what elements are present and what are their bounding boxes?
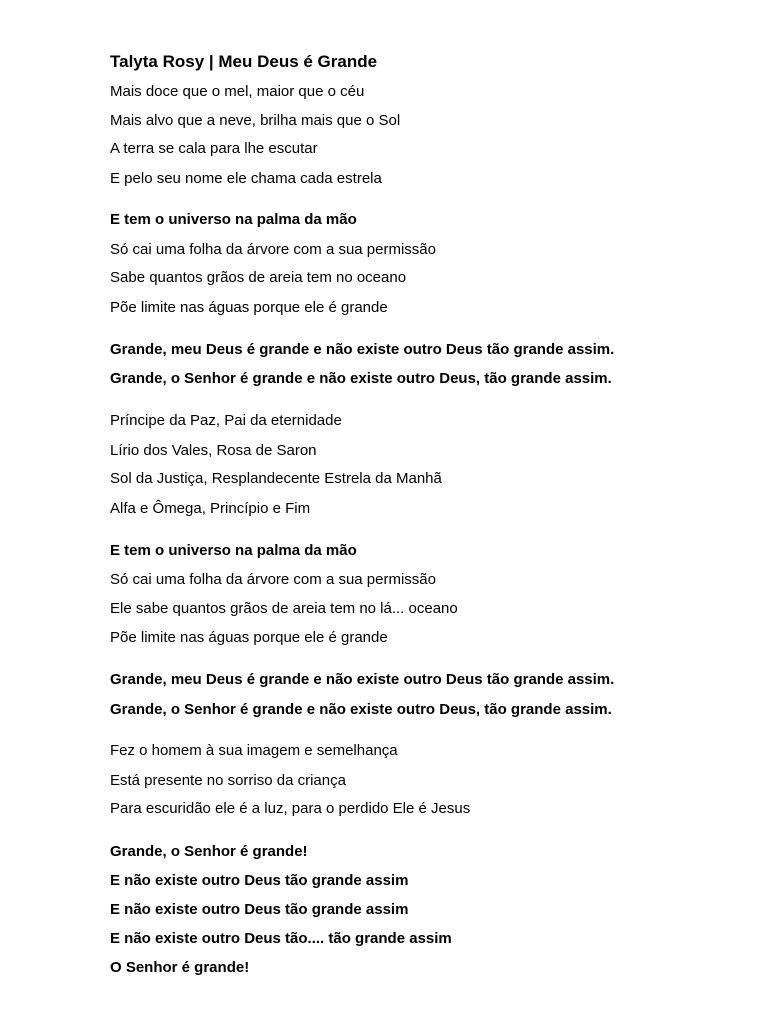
lyric-line: A terra se cala para lhe escutar xyxy=(110,140,318,157)
lyric-line: Ele sabe quantos grãos de areia tem no lá... oceano xyxy=(110,600,458,617)
lyric-line: E não existe outro Deus tão grande assim xyxy=(110,872,409,889)
lyric-line: E tem o universo na palma da mão xyxy=(110,542,357,559)
lyric-line: Só cai uma folha da árvore com a sua permissão xyxy=(110,571,436,588)
lyric-line: Põe limite nas águas porque ele é grande xyxy=(110,299,388,316)
lyric-line: Grande, meu Deus é grande e não existe outro Deus tão grande assim. xyxy=(110,671,615,688)
lyric-line: E não existe outro Deus tão.... tão grande assim xyxy=(110,930,452,947)
lyric-line: Mais doce que o mel, maior que o céu xyxy=(110,83,365,100)
lyric-line: E não existe outro Deus tão grande assim xyxy=(110,901,409,918)
lyric-line: E tem o universo na palma da mão xyxy=(110,211,357,228)
lyric-line: Põe limite nas águas porque ele é grande xyxy=(110,629,388,646)
lyric-line: Mais alvo que a neve, brilha mais que o Sol xyxy=(110,112,401,129)
lyric-line: Grande, o Senhor é grande e não existe outro Deus, tão grande assim. xyxy=(110,701,612,718)
lyric-line: Príncipe da Paz, Pai da eternidade xyxy=(110,412,342,429)
lyric-line: Sabe quantos grãos de areia tem no oceano xyxy=(110,269,407,286)
lyric-line: Sol da Justiça, Resplandecente Estrela da Manhã xyxy=(110,470,442,487)
lyric-line: Lírio dos Vales, Rosa de Saron xyxy=(110,442,317,459)
lyric-line: E pelo seu nome ele chama cada estrela xyxy=(110,170,382,187)
lyric-line: Está presente no sorriso da criança xyxy=(110,772,346,789)
lyric-line: Grande, o Senhor é grande! xyxy=(110,843,308,860)
lyric-line: Para escuridão ele é a luz, para o perdido Ele é Jesus xyxy=(110,800,471,817)
lyric-line: Só cai uma folha da árvore com a sua permissão xyxy=(110,241,436,258)
lyrics-title: Talyta Rosy | Meu Deus é Grande xyxy=(110,52,378,71)
lyric-line: Grande, o Senhor é grande e não existe outro Deus, tão grande assim. xyxy=(110,370,612,387)
lyric-line: Grande, meu Deus é grande e não existe outro Deus tão grande assim. xyxy=(110,341,615,358)
lyric-line: Alfa e Ômega, Princípio e Fim xyxy=(110,500,311,517)
lyric-line: O Senhor é grande! xyxy=(110,959,250,976)
lyric-line: Fez o homem à sua imagem e semelhança xyxy=(110,742,398,759)
